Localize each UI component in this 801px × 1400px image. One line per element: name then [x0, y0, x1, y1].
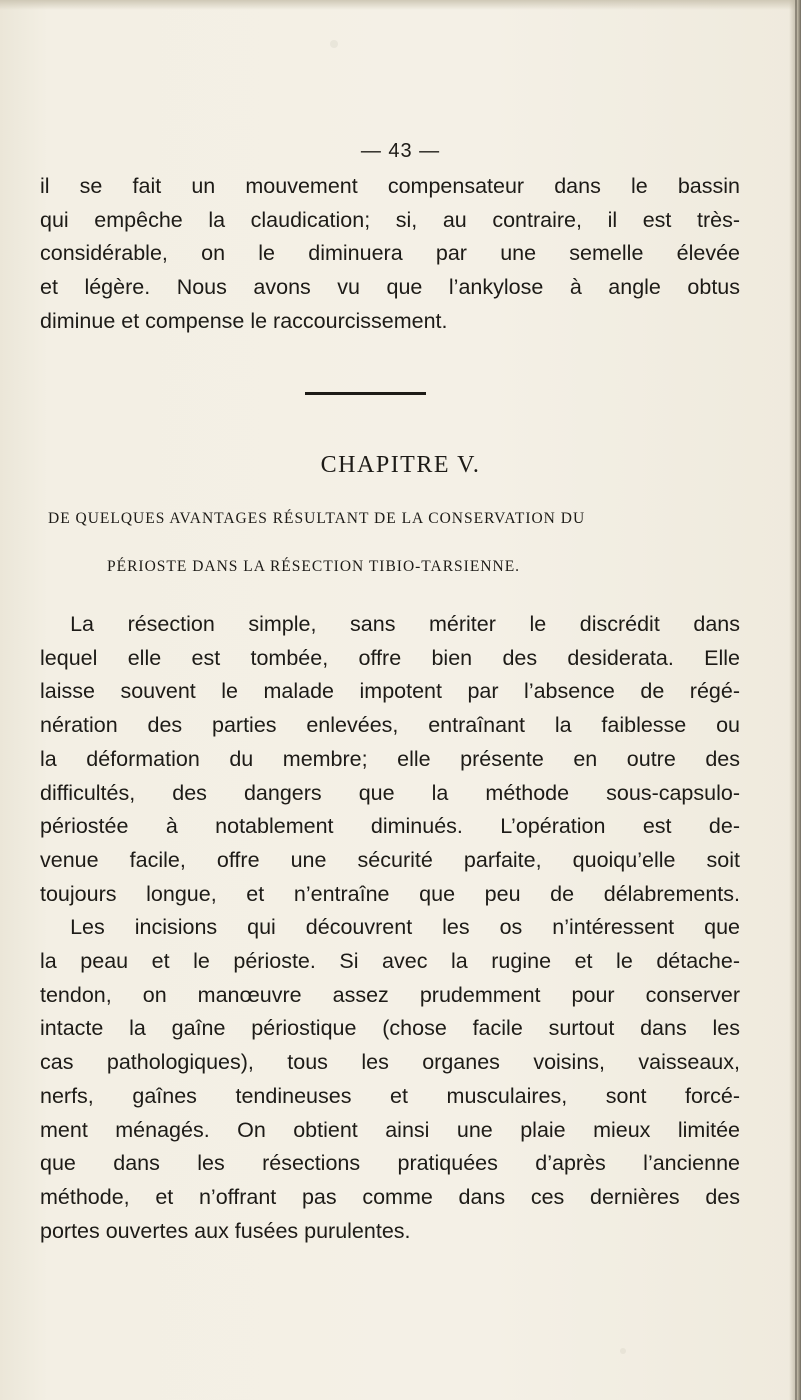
text-line: la peau et le périoste. Si avec la rugine et le détache- [40, 949, 740, 974]
chapter-subtitle-line-2: PÉRIOSTE DANS LA RÉSECTION TIBIO-TARSIENNE. [107, 558, 521, 575]
text-line: toujours longue, et n’entraîne que peu de délabrements. [40, 881, 740, 906]
text-line: nerfs, gaînes tendineuses et musculaires, sont forcé- [40, 1083, 740, 1108]
text-line: considérable, on le diminuera par une semelle élevée [40, 241, 740, 266]
text-line: qui empêche la claudication; si, au contraire, il est très- [40, 207, 740, 232]
text-line: La résection simple, sans mériter le discrédit dans [70, 612, 740, 636]
paper-speck [620, 1348, 626, 1354]
text-line: Les incisions qui découvrent les os n’intéressent que [70, 915, 740, 940]
text-line: diminue et compense le raccourcissement. [40, 308, 448, 333]
text-line: ment ménagés. On obtient ainsi une plaie mieux limitée [40, 1117, 740, 1142]
text-line: et légère. Nous avons vu que l’ankylose à angle obtus [40, 275, 740, 300]
page-edge-line [795, 0, 797, 1400]
text-line: difficultés, des dangers que la méthode sous-capsulo- [40, 780, 740, 805]
text-line: il se fait un mouvement compensateur dans le bassin [40, 174, 740, 198]
text-line: cas pathologiques), tous les organes voisins, vaisseaux, [40, 1050, 740, 1075]
chapter-subtitle-line-1: DE QUELQUES AVANTAGES RÉSULTANT DE LA CONSERVATION DU [48, 510, 586, 527]
chapter-title: CHAPITRE V. [320, 452, 481, 478]
text-line: périostée à notablement diminués. L’opération est de- [40, 814, 740, 839]
text-line: lequel elle est tombée, offre bien des desiderata. Elle [40, 645, 740, 670]
paragraph-main [40, 608, 740, 1248]
paragraph-intro [40, 170, 740, 339]
paper-speck [330, 40, 338, 48]
text-line: méthode, et n’offrant pas comme dans ces dernières des [40, 1184, 740, 1209]
text-line: tendon, on manœuvre assez prudemment pour conserver [40, 982, 740, 1007]
text-line: intacte la gaîne périostique (chose facile surtout dans les [40, 1016, 740, 1041]
page-number: — 43 — [360, 140, 441, 162]
text-line: nération des parties enlevées, entraînant la faiblesse ou [40, 713, 740, 738]
text-line: portes ouvertes aux fusées purulentes. [40, 1218, 411, 1243]
text-line: venue facile, offre une sécurité parfaite, quoiqu’elle soit [40, 847, 740, 872]
text-line: la déformation du membre; elle présente en outre des [40, 746, 740, 771]
text-line: que dans les résections pratiquées d’après l’ancienne [40, 1151, 740, 1176]
text-line: laisse souvent le malade impotent par l’absence de régé- [40, 679, 740, 704]
page-top-shadow [0, 0, 801, 10]
section-divider [305, 392, 426, 395]
